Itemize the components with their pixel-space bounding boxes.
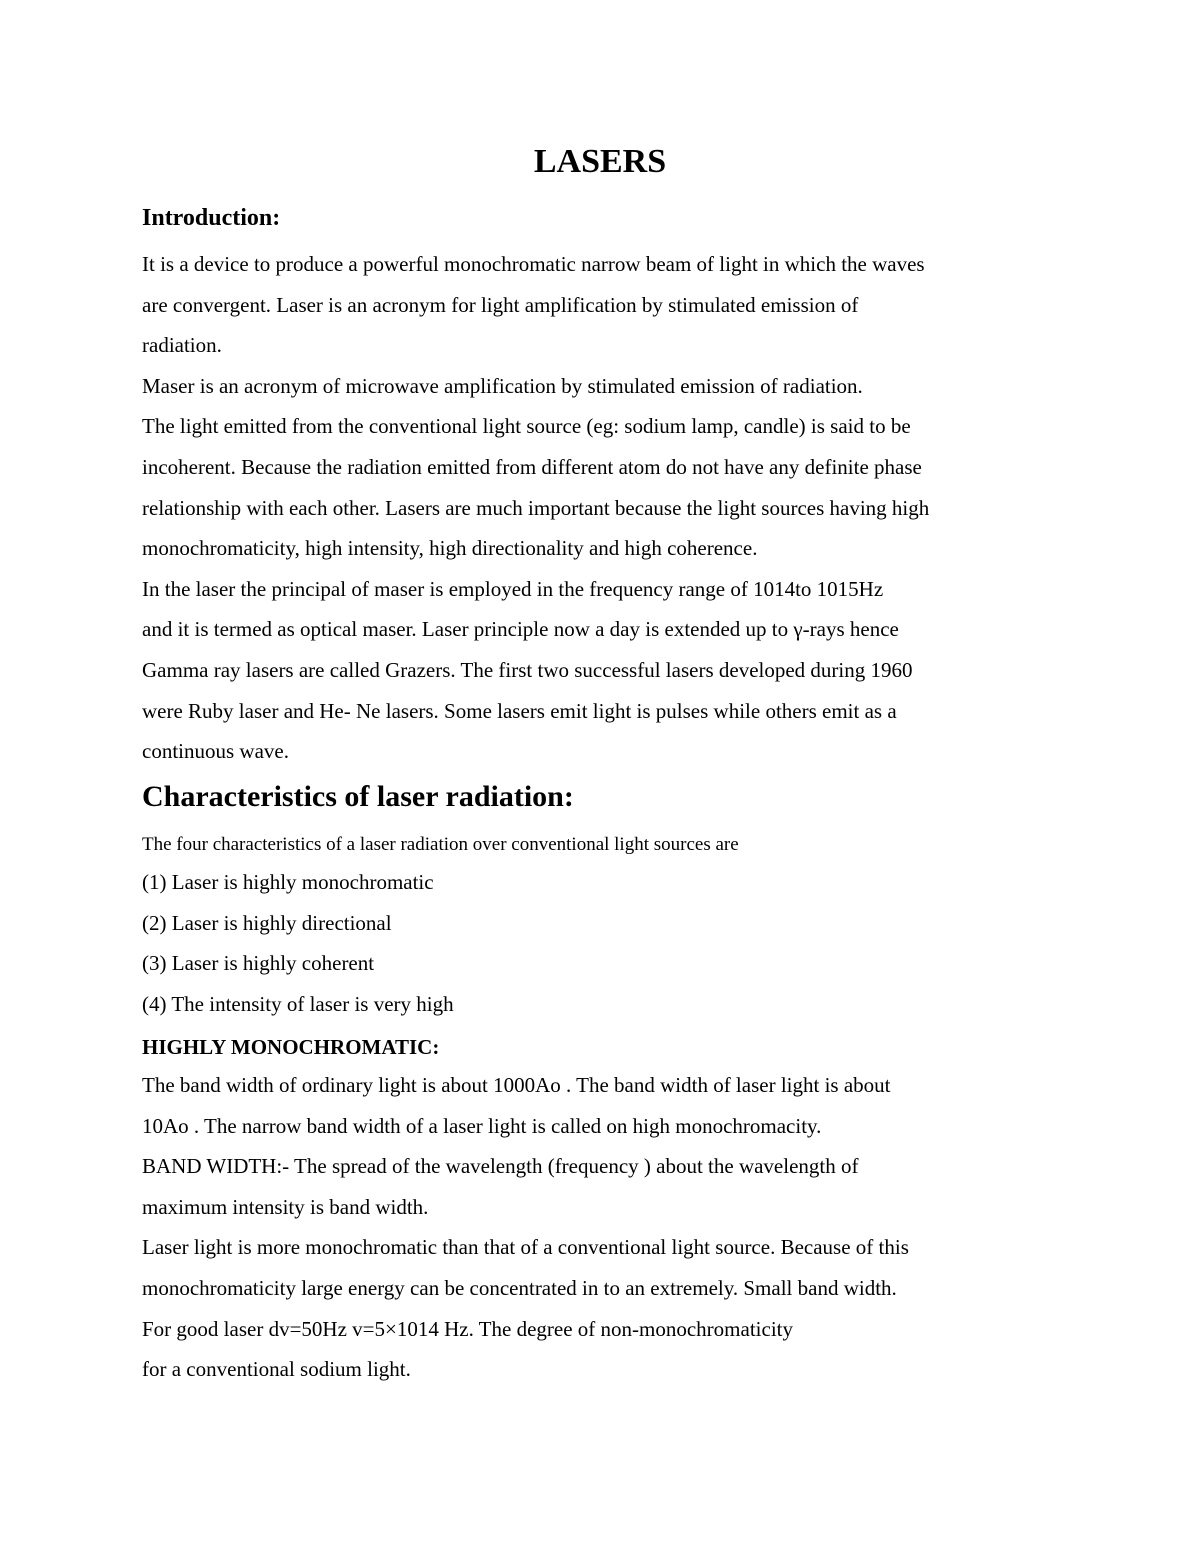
paragraph-line: monochromaticity, high intensity, high directionality and high coherence. <box>142 536 758 561</box>
paragraph-line: Laser light is more monochromatic than that of a conventional light source. Because of this <box>142 1235 909 1260</box>
list-item: (3) Laser is highly coherent <box>142 951 375 976</box>
paragraph-line: relationship with each other. Lasers are much important because the light sources having high <box>142 495 930 520</box>
introduction-body <box>142 244 1042 772</box>
list-item: (2) Laser is highly directional <box>142 910 392 935</box>
paragraph-line: BAND WIDTH:- The spread of the wavelength (frequency ) about the wavelength of <box>142 1154 859 1179</box>
characteristics-heading: Characteristics of laser radiation: <box>142 780 574 813</box>
introduction-heading: Introduction: <box>142 205 281 231</box>
paragraph-line: and it is termed as optical maser. Laser principle now a day is extended up to γ-rays hence <box>142 617 899 642</box>
highly-monochromatic-body <box>142 1065 1042 1390</box>
paragraph-line: It is a device to produce a powerful monochromatic narrow beam of light in which the waves <box>142 252 925 276</box>
list-item: (1) Laser is highly monochromatic <box>142 870 434 894</box>
paragraph-line: monochromaticity large energy can be concentrated in to an extremely. Small band width. <box>142 1275 897 1300</box>
paragraph-line: maximum intensity is band width. <box>142 1194 429 1219</box>
characteristics-list <box>142 862 1042 1024</box>
document-title: LASERS <box>533 143 667 180</box>
paragraph-line: were Ruby laser and He- Ne lasers. Some lasers emit light is pulses while others emit as a <box>142 698 897 723</box>
paragraph-line: Maser is an acronym of microwave amplification by stimulated emission of radiation. <box>142 373 863 398</box>
paragraph-line: for a conventional sodium light. <box>142 1357 411 1382</box>
list-item: (4) The intensity of laser is very high <box>142 991 454 1016</box>
paragraph-line: are convergent. Laser is an acronym for light amplification by stimulated emission of <box>142 292 859 317</box>
paragraph-line: In the laser the principal of maser is employed in the frequency range of 1014to 1015Hz <box>142 576 884 601</box>
paragraph-line: radiation. <box>142 333 222 358</box>
paragraph-line: The light emitted from the conventional light source (eg: sodium lamp, candle) is said to be <box>142 414 911 439</box>
characteristics-lead: The four characteristics of a laser radiation over conventional light sources are <box>142 834 739 855</box>
paragraph-line: incoherent. Because the radiation emitted from different atom do not have any definite phase <box>142 454 922 479</box>
highly-monochromatic-heading: HIGHLY MONOCHROMATIC: <box>142 1035 440 1059</box>
paragraph-line: 10Ao . The narrow band width of a laser light is called on high monochromacity. <box>142 1113 822 1138</box>
paragraph-line: For good laser dv=50Hz v=5×1014 Hz. The degree of non-monochromaticity <box>142 1316 793 1341</box>
paragraph-line: continuous wave. <box>142 739 289 764</box>
paragraph-line: Gamma ray lasers are called Grazers. The first two successful lasers developed during 1960 <box>142 657 913 682</box>
paragraph-line: The band width of ordinary light is about 1000Ao . The band width of laser light is about <box>142 1073 891 1097</box>
